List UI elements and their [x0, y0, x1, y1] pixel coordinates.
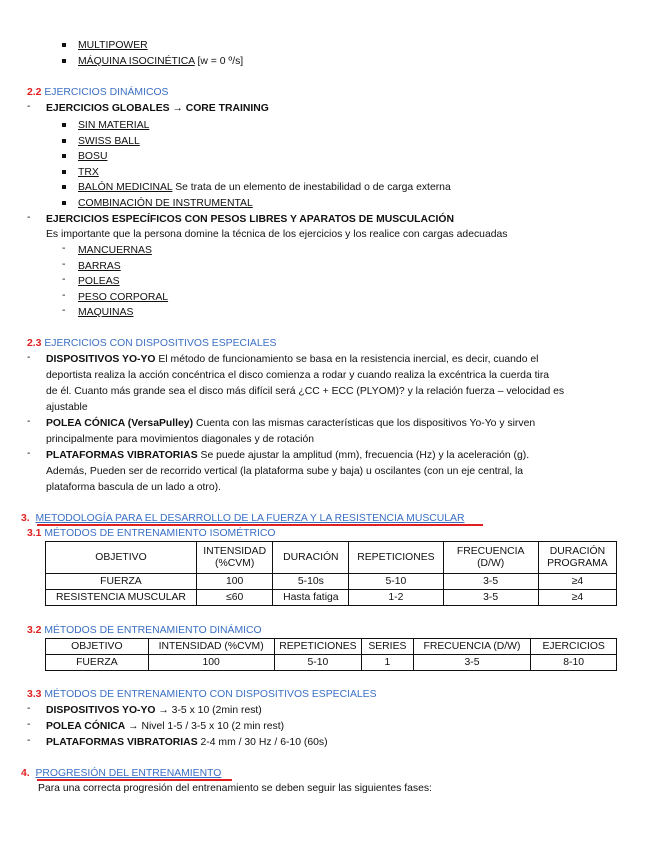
list-item-multipower: MULTIPOWER	[78, 40, 148, 51]
table-cell: 3-5	[413, 655, 531, 671]
heading-3-2: 3.2 MÉTODOS DE ENTRENAMIENTO DINÁMICO	[27, 625, 262, 636]
list-item: MANCUERNAS	[78, 245, 152, 256]
list-item: SWISS BALL	[78, 136, 140, 147]
list-item: POLEAS	[78, 276, 120, 287]
list-item: TRX	[78, 167, 99, 178]
plataformas-line2: Además, Pueden ser de recorrido vertical (la plataforma sube y baja) u oscilantes (con un eje central, la	[46, 466, 524, 477]
bullet-square-icon	[62, 201, 66, 205]
bullet-square-icon	[62, 43, 66, 47]
table-header: INTENSIDAD (%CVM)	[148, 639, 274, 655]
table-cell: RESISTENCIA MUSCULAR	[46, 590, 197, 606]
table-header: SERIES	[362, 639, 413, 655]
table-header-row	[46, 639, 617, 655]
table-cell: 5-10	[349, 574, 443, 590]
table-header: REPETICIONES	[274, 639, 362, 655]
bullet-square-icon	[62, 154, 66, 158]
table-cell: 100	[196, 574, 272, 590]
dinamico-table	[45, 638, 617, 671]
dash-bullet: -	[27, 212, 31, 223]
list-item: COMBINACIÓN DE INSTRUMENTAL	[78, 198, 253, 209]
list-item: MAQUINAS	[78, 307, 134, 318]
list-item: SIN MATERIAL	[78, 120, 150, 131]
table-cell: FUERZA	[46, 655, 149, 671]
yoyo-line2: deportista realiza la acción concéntrica el disco comienza a rodar y cuando realiza la excéntrica la cuerda tira	[46, 370, 550, 381]
yoyo-line1: DISPOSITIVOS YO-YO El método de funcionamiento se basa en la resistencia inercial, es decir, cuando el	[46, 354, 539, 365]
isometrico-table	[45, 541, 617, 606]
yoyo-line4: ajustable	[46, 402, 88, 413]
yoyo-line3: de él. Cuanto más grande sea el disco más difícil será ¿CC + ECC (PLYOM)? y la relación fuerza – velocidad es	[46, 386, 565, 397]
table-cell: ≤60	[196, 590, 272, 606]
s33-item: POLEA CÓNICA → Nivel 1-5 / 3-5 x 10 (2 min rest)	[46, 721, 285, 732]
table-cell: 8-10	[531, 655, 617, 671]
dash-bullet: -	[62, 274, 66, 285]
table-cell: 100	[148, 655, 274, 671]
list-item-balon: BALÓN MEDICINAL Se trata de un elemento de inestabilidad o de carga externa	[78, 182, 451, 193]
dash-bullet: -	[62, 305, 66, 316]
especificos-heading: EJERCICIOS ESPECÍFICOS CON PESOS LIBRES Y APARATOS DE MUSCULACIÓN	[46, 214, 454, 225]
especificos-intro: Es importante que la persona domine la técnica de los ejercicios y los realice con cargas adecuadas	[46, 229, 508, 240]
dash-bullet: -	[27, 448, 31, 459]
table-cell: Hasta fatiga	[273, 590, 349, 606]
table-cell: 3-5	[443, 574, 538, 590]
dash-bullet: -	[27, 703, 31, 714]
dash-bullet: -	[27, 352, 31, 363]
heading-underline	[37, 779, 232, 781]
table-header: FRECUENCIA (D/W)	[443, 542, 538, 574]
table-cell: 1-2	[349, 590, 443, 606]
dash-bullet: -	[27, 416, 31, 427]
globales-heading: EJERCICIOS GLOBALES → CORE TRAINING	[46, 103, 269, 114]
dash-bullet: -	[27, 735, 31, 746]
heading-3-3: 3.3 MÉTODOS DE ENTRENAMIENTO CON DISPOSITIVOS ESPECIALES	[27, 689, 377, 700]
table-cell: 5-10	[274, 655, 362, 671]
table-cell: 1	[362, 655, 413, 671]
table-cell: ≥4	[538, 590, 616, 606]
dash-bullet: -	[27, 719, 31, 730]
polea-line2: principalmente para movimientos diagonales y de rotación	[46, 434, 314, 445]
list-item: PESO CORPORAL	[78, 292, 169, 303]
heading-4: 4. PROGRESIÓN DEL ENTRENAMIENTO	[21, 768, 222, 779]
s33-item: DISPOSITIVOS YO-YO → 3-5 x 10 (2min rest)	[46, 705, 262, 716]
heading-2-2: 2.2 EJERCICIOS DINÁMICOS	[27, 87, 169, 98]
s33-item: PLATAFORMAS VIBRATORIAS 2-4 mm / 30 Hz / 6-10 (60s)	[46, 737, 328, 748]
heading-underline	[37, 524, 483, 526]
list-item-isocinetica: MÁQUINA ISOCINÉTICA [w = 0 º/s]	[78, 56, 244, 67]
dash-bullet: -	[62, 243, 66, 254]
table-header: DURACIÓN PROGRAMA	[538, 542, 616, 574]
table-header: OBJETIVO	[46, 542, 197, 574]
bullet-square-icon	[62, 170, 66, 174]
dash-bullet: -	[27, 101, 31, 112]
table-row	[46, 590, 617, 606]
table-header: INTENSIDAD (%CVM)	[196, 542, 272, 574]
table-header: EJERCICIOS	[531, 639, 617, 655]
table-cell: ≥4	[538, 574, 616, 590]
bullet-square-icon	[62, 185, 66, 189]
bullet-square-icon	[62, 139, 66, 143]
dash-bullet: -	[62, 290, 66, 301]
progresion-intro: Para una correcta progresión del entrenamiento se deben seguir las siguientes fases:	[38, 783, 432, 794]
bullet-square-icon	[62, 123, 66, 127]
table-cell: 5-10s	[273, 574, 349, 590]
table-header: REPETICIONES	[349, 542, 443, 574]
table-header-row	[46, 542, 617, 574]
table-cell: FUERZA	[46, 574, 197, 590]
table-header: DURACIÓN	[273, 542, 349, 574]
table-row	[46, 655, 617, 671]
table-cell: 3-5	[443, 590, 538, 606]
list-item: BARRAS	[78, 261, 121, 272]
table-header: OBJETIVO	[46, 639, 149, 655]
list-item: BOSU	[78, 151, 108, 162]
plataformas-line1: PLATAFORMAS VIBRATORIAS Se puede ajustar la amplitud (mm), frecuencia (Hz) y la aceleración (g).	[46, 450, 530, 461]
heading-3-1: 3.1 MÉTODOS DE ENTRENAMIENTO ISOMÉTRICO	[27, 528, 276, 539]
dash-bullet: -	[62, 259, 66, 270]
polea-line1: POLEA CÓNICA (VersaPulley) Cuenta con las mismas características que los dispositivos Yo-Yo y sirven	[46, 418, 536, 429]
heading-3: 3. METODOLOGÍA PARA EL DESARROLLO DE LA FUERZA Y LA RESISTENCIA MUSCULAR	[21, 513, 465, 524]
bullet-square-icon	[62, 59, 66, 63]
table-header: FRECUENCIA (D/W)	[413, 639, 531, 655]
heading-2-3: 2.3 EJERCICIOS CON DISPOSITIVOS ESPECIALES	[27, 338, 277, 349]
table-row	[46, 574, 617, 590]
plataformas-line3: plataforma bascula de un lado a otro).	[46, 482, 222, 493]
